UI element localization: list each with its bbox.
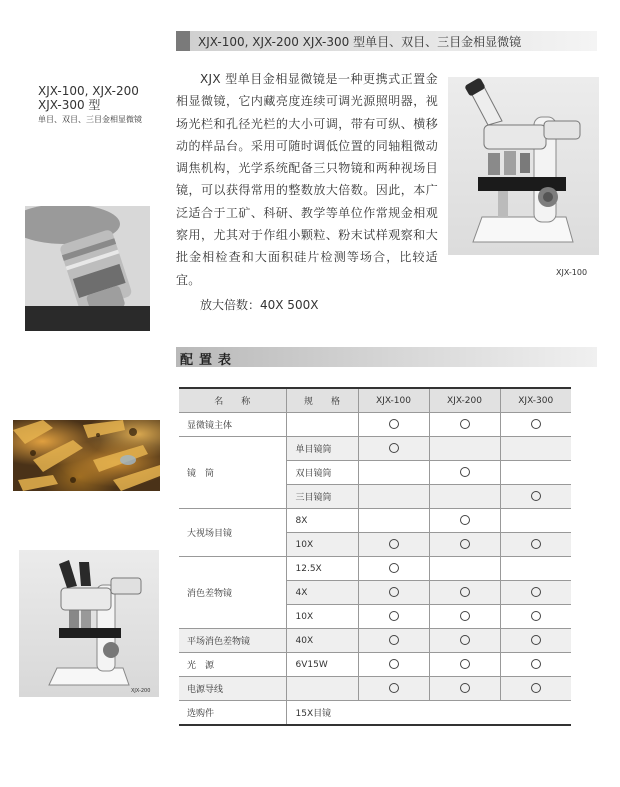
table-row [179, 701, 571, 726]
table-row [179, 413, 571, 437]
mark-cell [429, 653, 500, 677]
mark-cell [500, 485, 571, 509]
mark-cell [358, 437, 429, 461]
mark-cell [358, 485, 429, 509]
xjx100-microscope-photo [448, 77, 599, 255]
mark-cell [429, 509, 500, 533]
mark-cell [500, 581, 571, 605]
mark-cell [429, 605, 500, 629]
included-circle-icon [389, 443, 399, 453]
mark-cell [429, 581, 500, 605]
banner-title: XJX-100, XJX-200 XJX-300 型单目、双目、三目金相显微镜 [198, 35, 522, 49]
included-circle-icon [389, 563, 399, 573]
included-circle-icon [460, 683, 470, 693]
row-spec: 40X [286, 629, 358, 653]
mark-cell [429, 461, 500, 485]
included-circle-icon [460, 419, 470, 429]
included-circle-icon [389, 611, 399, 621]
xjx200-microscope-photo [19, 550, 159, 697]
row-name-achromatic-objective: 消色差物镜 [179, 557, 286, 629]
mark-cell [500, 413, 571, 437]
mark-cell [358, 677, 429, 701]
row-spec-empty [286, 677, 358, 701]
xjx200-photo-label: XJX-200 [131, 688, 151, 694]
intro-paragraph: XJX 型单目金相显微镜是一种更携式正置金相显微镜，它内藏亮度连续可调光源照明器，视场光栏和孔径光栏的大小可调，带有可纵、横移动的样品台。采用可随时调低位置的同轴粗微动调焦机构，光学系统配备三只物镜和两种视场目镜，可以获得常用的整数放大倍数。因此，本广泛适合于工矿、科研、教学等单位作常规金相观察用，尤其对于作组小颗粒、粉末试样观察和大批金相检查和大面积硅片检测等场合，比较适宜。 [176, 72, 438, 287]
included-circle-icon [531, 659, 541, 669]
xjx100-photo-label: XJX-100 [556, 268, 588, 277]
row-spec: 4X [286, 581, 358, 605]
included-circle-icon [531, 419, 541, 429]
row-name-eyepiece: 大视场目镜 [179, 509, 286, 557]
table-row [179, 509, 571, 533]
mark-cell [429, 437, 500, 461]
row-name-optional: 选购件 [179, 701, 286, 726]
mark-cell [358, 557, 429, 581]
row-spec: 8X [286, 509, 358, 533]
row-spec: 10X [286, 533, 358, 557]
mark-cell [500, 461, 571, 485]
table-row [179, 629, 571, 653]
row-spec: 三目镜筒 [286, 485, 358, 509]
included-circle-icon [531, 587, 541, 597]
mark-cell [500, 629, 571, 653]
mark-cell [358, 653, 429, 677]
top-banner [176, 31, 597, 51]
mark-cell [358, 629, 429, 653]
mark-cell [358, 605, 429, 629]
mark-cell [358, 509, 429, 533]
included-circle-icon [531, 635, 541, 645]
microstructure-illustration [13, 420, 160, 491]
included-circle-icon [531, 683, 541, 693]
included-circle-icon [389, 659, 399, 669]
row-name-body: 显微镜主体 [179, 413, 286, 437]
included-circle-icon [531, 611, 541, 621]
mark-cell [500, 605, 571, 629]
mark-cell [429, 557, 500, 581]
row-spec: 10X [286, 605, 358, 629]
table-row [179, 557, 571, 581]
row-spec: 15X目镜 [286, 701, 571, 726]
header-xjx300: XJX-300 [500, 388, 571, 413]
included-circle-icon [531, 539, 541, 549]
included-circle-icon [389, 635, 399, 645]
header-spec: 规 格 [286, 388, 358, 413]
mark-cell [358, 581, 429, 605]
included-circle-icon [460, 539, 470, 549]
model-name-line2: XJX-300 型 [38, 98, 101, 112]
included-circle-icon [460, 587, 470, 597]
row-name-plan-achromatic: 平场消色差物镜 [179, 629, 286, 653]
model-subtitle: 单目、双目、三目金相显微镜 [38, 115, 142, 124]
mark-cell [500, 677, 571, 701]
mark-cell [500, 437, 571, 461]
included-circle-icon [460, 467, 470, 477]
row-spec: 双目镜筒 [286, 461, 358, 485]
row-name-light-source: 光 源 [179, 653, 286, 677]
mark-cell [358, 533, 429, 557]
included-circle-icon [389, 539, 399, 549]
mark-cell [429, 485, 500, 509]
mark-cell [429, 413, 500, 437]
table-header-row [179, 388, 571, 413]
config-table-header-bar [176, 347, 597, 367]
model-name-line1: XJX-100, XJX-200 [38, 84, 139, 98]
row-spec-empty [286, 413, 358, 437]
row-spec: 单目镜筒 [286, 437, 358, 461]
included-circle-icon [460, 635, 470, 645]
included-circle-icon [389, 587, 399, 597]
magnification-range: 放大倍数：40X 500X [200, 298, 319, 312]
table-row [179, 677, 571, 701]
mark-cell [500, 533, 571, 557]
mark-cell [500, 653, 571, 677]
mark-cell [429, 677, 500, 701]
header-xjx100: XJX-100 [358, 388, 429, 413]
row-spec: 12.5X [286, 557, 358, 581]
row-spec: 6V15W [286, 653, 358, 677]
mark-cell [500, 509, 571, 533]
included-circle-icon [389, 683, 399, 693]
mark-cell [429, 629, 500, 653]
row-name-tube: 镜 筒 [179, 437, 286, 509]
mark-cell [429, 533, 500, 557]
banner-marker [176, 31, 190, 51]
included-circle-icon [460, 515, 470, 525]
included-circle-icon [460, 611, 470, 621]
mark-cell [358, 413, 429, 437]
included-circle-icon [389, 419, 399, 429]
objective-lens-illustration [25, 206, 150, 331]
metallographic-sample-photo [13, 420, 160, 491]
mark-cell [358, 461, 429, 485]
header-name: 名 称 [179, 388, 286, 413]
included-circle-icon [531, 491, 541, 501]
configuration-table [179, 387, 571, 726]
objective-lens-photo [25, 206, 150, 331]
microscope-small-illustration [19, 550, 159, 697]
config-table-title: 配置表 [180, 353, 238, 368]
row-name-power-cord: 电源导线 [179, 677, 286, 701]
table-row [179, 437, 571, 461]
table-row [179, 653, 571, 677]
microscope-main-illustration [448, 77, 599, 255]
header-xjx200: XJX-200 [429, 388, 500, 413]
mark-cell [500, 557, 571, 581]
included-circle-icon [460, 659, 470, 669]
